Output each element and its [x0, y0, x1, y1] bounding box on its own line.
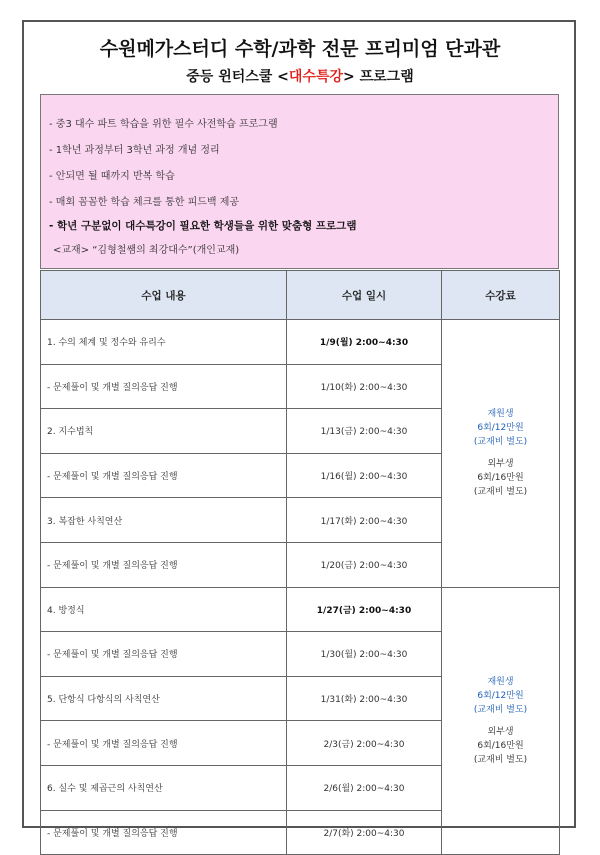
row-content: 2. 지수법칙: [41, 409, 287, 454]
outsider-price: 6회/16만원: [477, 473, 524, 484]
row-date: 1/27(금) 2:00~4:30: [287, 587, 442, 632]
outsider-fee: [442, 457, 559, 499]
row-content: - 문제풀이 및 개별 질의응답 진행: [41, 632, 287, 677]
program-subtitle: [0, 66, 600, 86]
header-fee: 수강료: [442, 271, 560, 320]
resident-note: (교재비 별도): [473, 704, 528, 715]
outsider-fee: [442, 725, 559, 767]
intro-line: - 안되면 될 때까지 반복 학습: [49, 171, 175, 182]
row-date: 2/3(금) 2:00~4:30: [287, 721, 442, 766]
outsider-note: (교재비 별도): [473, 487, 528, 498]
intro-line: - 1학년 과정부터 3학년 과정 개념 정리: [49, 145, 220, 156]
table-row: [41, 587, 560, 632]
header-content: 수업 내용: [41, 271, 287, 320]
resident-price: 6회/12만원: [477, 423, 524, 434]
header-datetime: 수업 일시: [287, 271, 442, 320]
subtitle-highlight: 대수특강: [288, 69, 344, 85]
row-content: 5. 단항식 다항식의 사칙연산: [41, 676, 287, 721]
page-title: 수원메가스터디 수학/과학 전문 프리미엄 단과관: [99, 38, 501, 60]
outsider-note: (교재비 별도): [473, 754, 528, 765]
fee-cell: [442, 587, 560, 855]
row-date: 1/31(화) 2:00~4:30: [287, 676, 442, 721]
program-intro-box: [40, 94, 559, 269]
table-header-row: [41, 271, 560, 320]
resident-fee: [442, 407, 559, 449]
resident-price: 6회/12만원: [477, 690, 524, 701]
row-date: 1/10(화) 2:00~4:30: [287, 364, 442, 409]
row-content: 3. 복잡한 사칙연산: [41, 498, 287, 543]
row-content: - 문제풀이 및 개별 질의응답 진행: [41, 721, 287, 766]
intro-line-emphasis: - 학년 구분없이 대수특강이 필요한 학생들을 위한 맞춤형 프로그램: [49, 220, 357, 232]
intro-line: - 중3 대수 파트 학습을 위한 필수 사전학습 프로그램: [49, 119, 278, 130]
outsider-price: 6회/16만원: [477, 740, 524, 751]
row-date: 1/13(금) 2:00~4:30: [287, 409, 442, 454]
row-date: 1/20(금) 2:00~4:30: [287, 542, 442, 587]
row-content: 4. 방정식: [41, 587, 287, 632]
row-date: 2/6(월) 2:00~4:30: [287, 765, 442, 810]
resident-label: 재원생: [487, 409, 514, 420]
schedule-table: [40, 270, 560, 855]
row-content: - 문제풀이 및 개별 질의응답 진행: [41, 453, 287, 498]
row-content: - 문제풀이 및 개별 질의응답 진행: [41, 542, 287, 587]
fee-cell: [442, 320, 560, 588]
outsider-label: 외부생: [487, 459, 514, 470]
row-date: 1/17(화) 2:00~4:30: [287, 498, 442, 543]
textbook-note: <교재> “김형철쌤의 최강대수”(개인교재): [53, 245, 240, 256]
row-content: - 문제풀이 및 개별 질의응답 진행: [41, 364, 287, 409]
outsider-label: 외부생: [487, 726, 514, 737]
row-content: 6. 실수 및 제곱근의 사칙연산: [41, 765, 287, 810]
subtitle-prefix: 중등 윈터스쿨 <: [186, 69, 289, 85]
table-row: [41, 320, 560, 365]
row-date: 1/16(월) 2:00~4:30: [287, 453, 442, 498]
row-date: 1/30(월) 2:00~4:30: [287, 632, 442, 677]
resident-note: (교재비 별도): [473, 437, 528, 448]
resident-label: 재원생: [487, 676, 514, 687]
intro-line: - 매회 꼼꼼한 학습 체크를 통한 피드백 제공: [49, 197, 240, 208]
resident-fee: [442, 675, 559, 717]
row-date: 1/9(월) 2:00~4:30: [287, 320, 442, 365]
subtitle-suffix: > 프로그램: [343, 69, 414, 85]
row-date: 2/7(화) 2:00~4:30: [287, 810, 442, 855]
row-content: 1. 수의 체계 및 정수와 유리수: [41, 320, 287, 365]
row-content: - 문제풀이 및 개별 질의응답 진행: [41, 810, 287, 855]
